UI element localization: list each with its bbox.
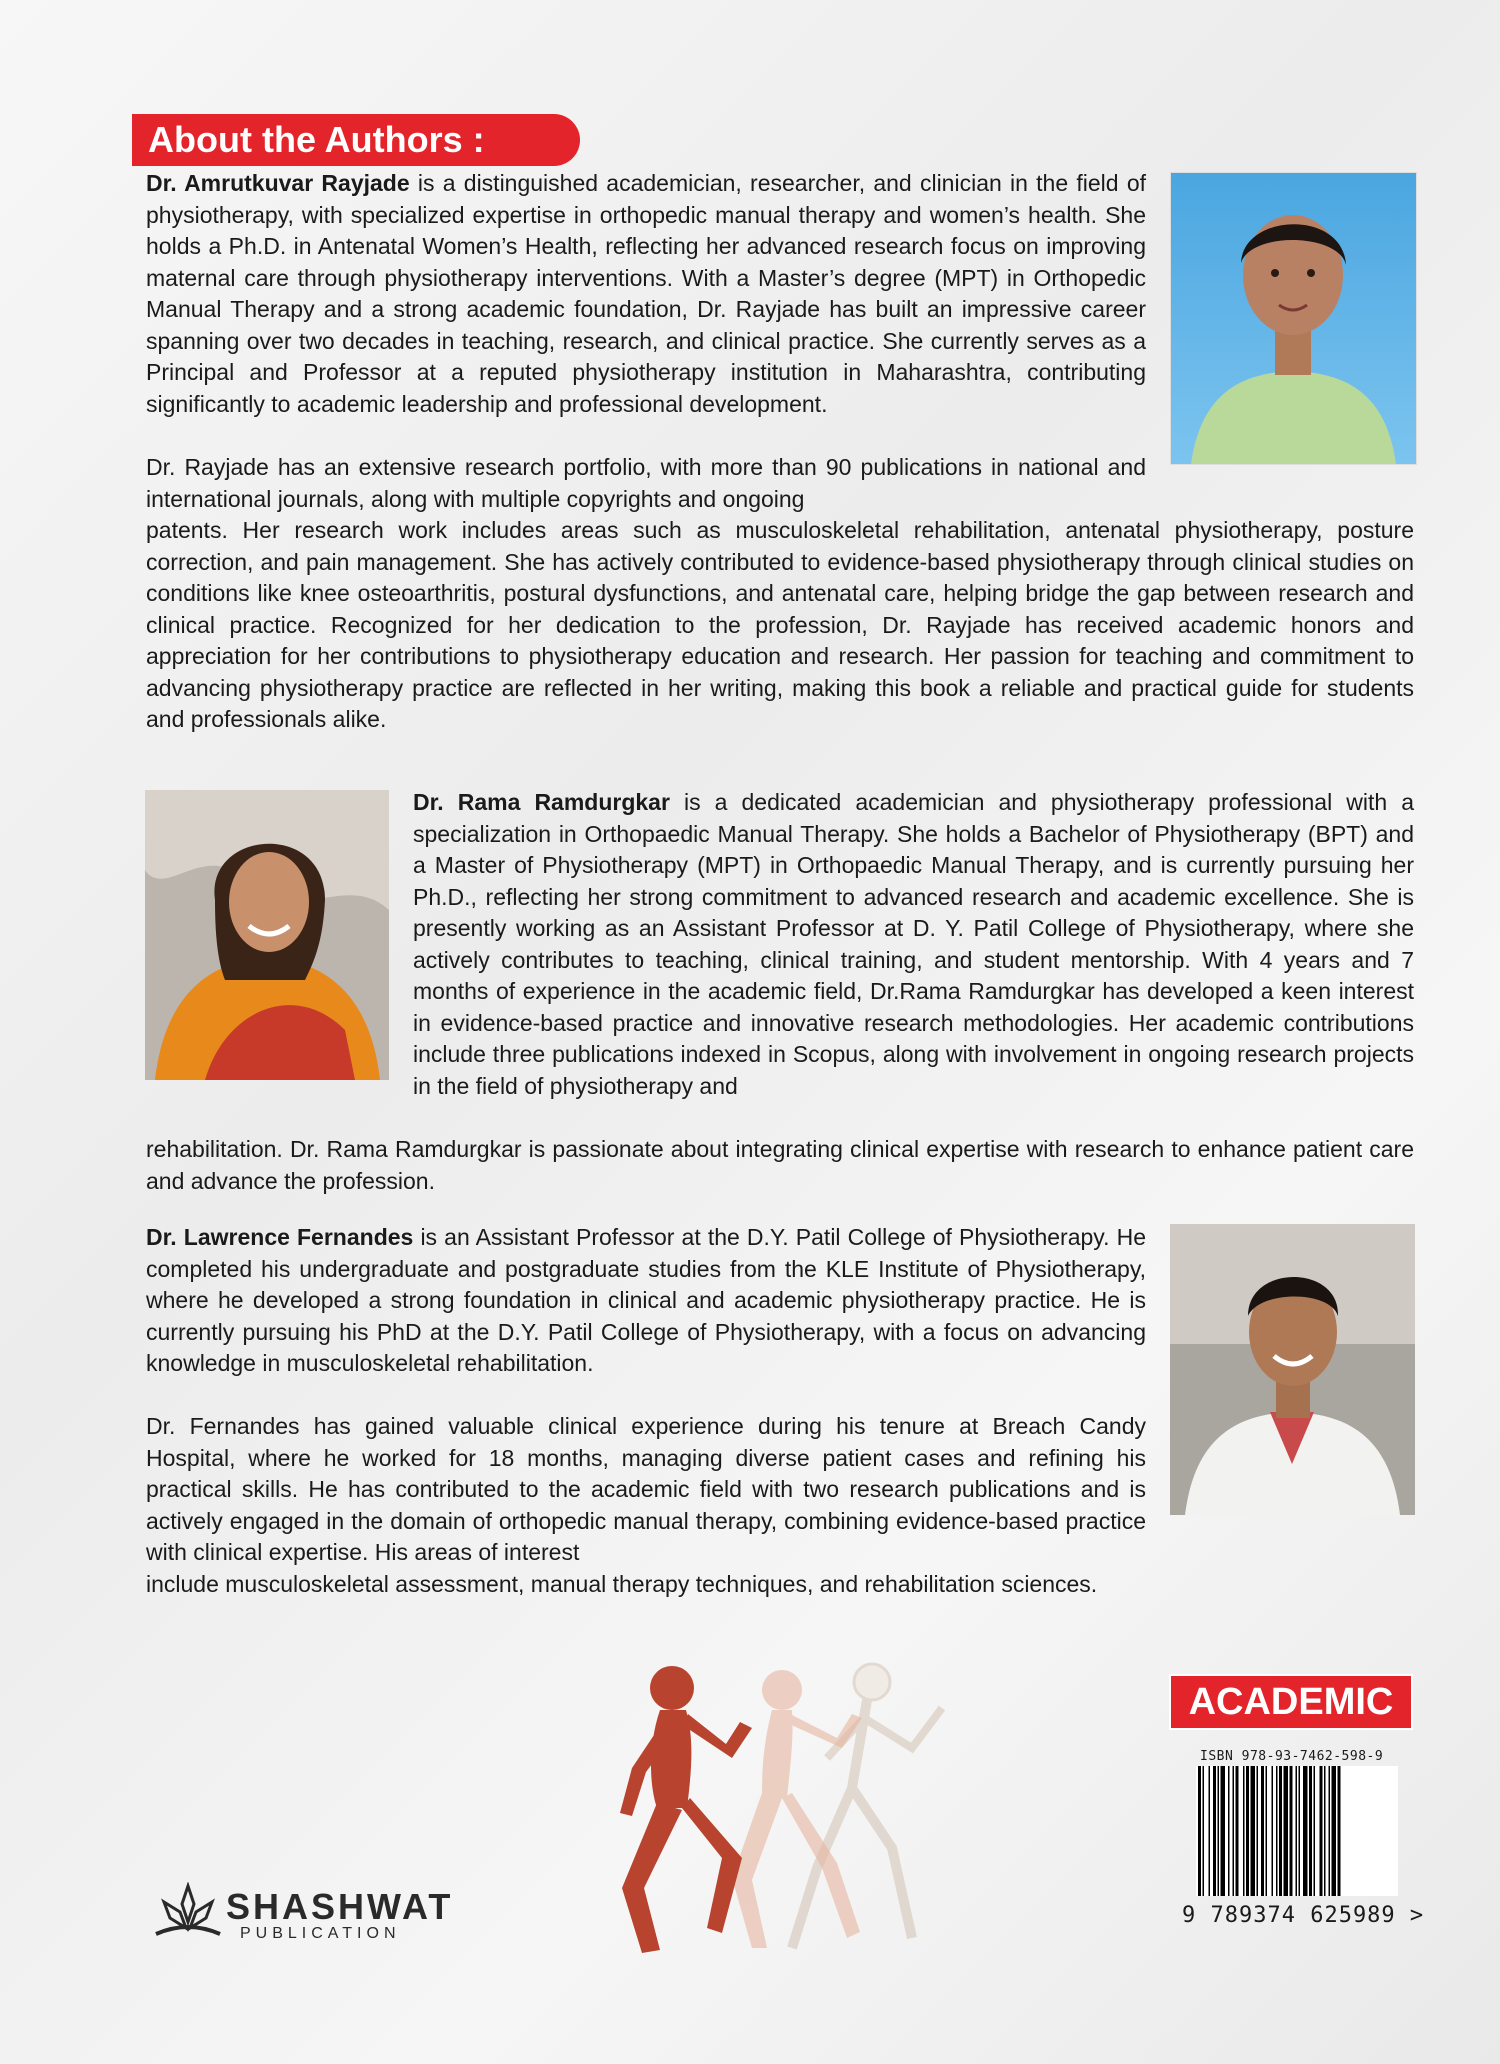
author3-bio-2a: Dr. Fernandes has gained valuable clinical experience during his tenure at Breach Candy Hospital, where he worked for 18 months, managing diverse patient cases and refining his practical skills. He has contributed to the academic field with two research publications and is actively engaged in the domain of orthopedic manual therapy, combining evidence-based practice with clinical expertise. His areas of interest bbox=[146, 1413, 1146, 1565]
barcode-bar bbox=[1228, 1766, 1230, 1896]
author1-bio-1: Dr. Amrutkuvar Rayjade is a distinguished academician, researcher, and clinician in the field of physiotherapy, with specialized expertise in orthopedic manual therapy and women’s health. She holds a Ph.D. in Antenatal Women’s Health, reflecting her advanced research focus on improving maternal care through physiotherapy interventions. With a Master’s degree (MPT) in Orthopedic Manual Therapy and a strong academic foundation, Dr. Rayjade has built an impressive career spanning over two decades in teaching, research, and clinical practice. She currently serves as a Principal and Professor at a reputed physiotherapy institution in Maharashtra, contributing significantly to academic leadership and professional development. bbox=[146, 170, 1147, 417]
publisher-name: SHASHWAT bbox=[226, 1886, 454, 1927]
barcode-bar bbox=[1332, 1766, 1337, 1896]
barcode-bar bbox=[1213, 1766, 1216, 1896]
author3-bio-2b: include musculoskeletal assessment, manual therapy techniques, and rehabilitation sciences. bbox=[146, 1571, 1098, 1597]
barcode-bar bbox=[1218, 1766, 1220, 1896]
barcode-bar bbox=[1246, 1766, 1249, 1896]
author2-name: Dr. Rama Ramdurgkar bbox=[413, 789, 670, 815]
author3-bio-1: Dr. Lawrence Fernandes is an Assistant Professor at the D.Y. Patil College of Physiotherapy. He completed his undergraduate and postgraduate studies from the KLE Institute of Physiotherapy, where he developed a strong foundation in clinical and academic physiotherapy practice. He is currently pursuing his PhD at the D.Y. Patil College of Physiotherapy, with a focus on advancing knowledge in musculoskeletal rehabilitation. bbox=[146, 1224, 1146, 1376]
barcode-bar bbox=[1299, 1766, 1301, 1896]
author2-bio-1b: rehabilitation. Dr. Rama Ramdurgkar is passionate about integrating clinical expertise with research to enhance patient care and advance the profession. bbox=[146, 1136, 1414, 1194]
barcode-bar bbox=[1221, 1766, 1226, 1896]
author1-photo bbox=[1170, 172, 1417, 465]
publisher-subtitle: PUBLICATION bbox=[240, 1925, 401, 1942]
barcode-bar bbox=[1338, 1766, 1341, 1896]
author3-name: Dr. Lawrence Fernandes bbox=[146, 1224, 414, 1250]
barcode-bar bbox=[1303, 1766, 1308, 1896]
author2-photo bbox=[145, 790, 389, 1080]
barcode-bar bbox=[1284, 1766, 1289, 1896]
barcode-bar bbox=[1309, 1766, 1312, 1896]
barcode-bar bbox=[1324, 1766, 1326, 1896]
barcode-bar bbox=[1198, 1766, 1201, 1896]
section-heading: About the Authors : bbox=[148, 119, 485, 160]
barcode-bar bbox=[1329, 1766, 1331, 1896]
isbn-label: ISBN 978-93-7462-598-9 bbox=[1200, 1749, 1384, 1764]
author1-bio-2a: Dr. Rayjade has an extensive research portfolio, with more than 90 publications in national and international journals, along with multiple copyrights and ongoing bbox=[146, 454, 1146, 512]
barcode-bar bbox=[1203, 1766, 1205, 1896]
barcode-bar bbox=[1251, 1766, 1256, 1896]
barcode-bar bbox=[1320, 1766, 1323, 1896]
barcode-bar bbox=[1314, 1766, 1316, 1896]
author3-photo bbox=[1170, 1224, 1415, 1515]
isbn-digits: 9 789374 625989 > bbox=[1182, 1903, 1425, 1928]
barcode-bar bbox=[1261, 1766, 1264, 1896]
barcode-bar bbox=[1266, 1766, 1268, 1896]
anatomy-runner-illustration bbox=[612, 1648, 972, 1960]
barcode-bar bbox=[1257, 1766, 1259, 1896]
barcode-bar bbox=[1233, 1766, 1235, 1896]
barcode-bar bbox=[1296, 1766, 1298, 1896]
barcode-bar bbox=[1209, 1766, 1211, 1896]
academic-badge: ACADEMIC bbox=[1169, 1674, 1413, 1730]
barcode-bar bbox=[1236, 1766, 1239, 1896]
barcode-bar bbox=[1272, 1766, 1274, 1896]
barcode-bar bbox=[1276, 1766, 1278, 1896]
barcode-bar bbox=[1290, 1766, 1293, 1896]
author1-name: Dr. Amrutkuvar Rayjade bbox=[146, 170, 410, 196]
isbn-barcode bbox=[1196, 1766, 1398, 1896]
publisher-logo-icon bbox=[150, 1882, 226, 1944]
author1-bio-2b: patents. Her research work includes areas such as musculoskeletal rehabilitation, antenatal physiotherapy, posture correction, and pain management. She has actively contributed to evidence-based physiotherapy through clinical studies on conditions like knee osteoarthritis, postural dysfunctions, and antenatal care, helping bridge the gap between research and clinical practice. Recognized for her dedication to the profession, Dr. Rayjade has received academic honors and appreciation for her contributions to physiotherapy education and research. Her passion for teaching and commitment to advancing physiotherapy practice are reflected in her writing, making this book a reliable and practical guide for students and professionals alike. bbox=[146, 517, 1414, 732]
barcode-bar bbox=[1243, 1766, 1245, 1896]
barcode-bar bbox=[1279, 1766, 1282, 1896]
author2-bio-1a: Dr. Rama Ramdurgkar is a dedicated academician and physiotherapy professional with a specialization in Orthopaedic Manual Therapy. She holds a Bachelor of Physiotherapy (BPT) and a Master of Physiotherapy (MPT) in Orthopaedic Manual Therapy, and is currently pursuing her Ph.D., reflecting her strong commitment to advanced research and academic excellence. She is presently working as an Assistant Professor at D. Y. Patil College of Physiotherapy, where she actively contributes to teaching, clinical training, and student mentorship. With 4 years and 7 months of experience in the academic field, Dr.Rama Ramdurgkar has developed a keen interest in evidence-based practice and innovative research methodologies. Her academic contributions include three publications indexed in Scopus, along with involvement in ongoing research projects in the field of physiotherapy and bbox=[413, 789, 1415, 1099]
